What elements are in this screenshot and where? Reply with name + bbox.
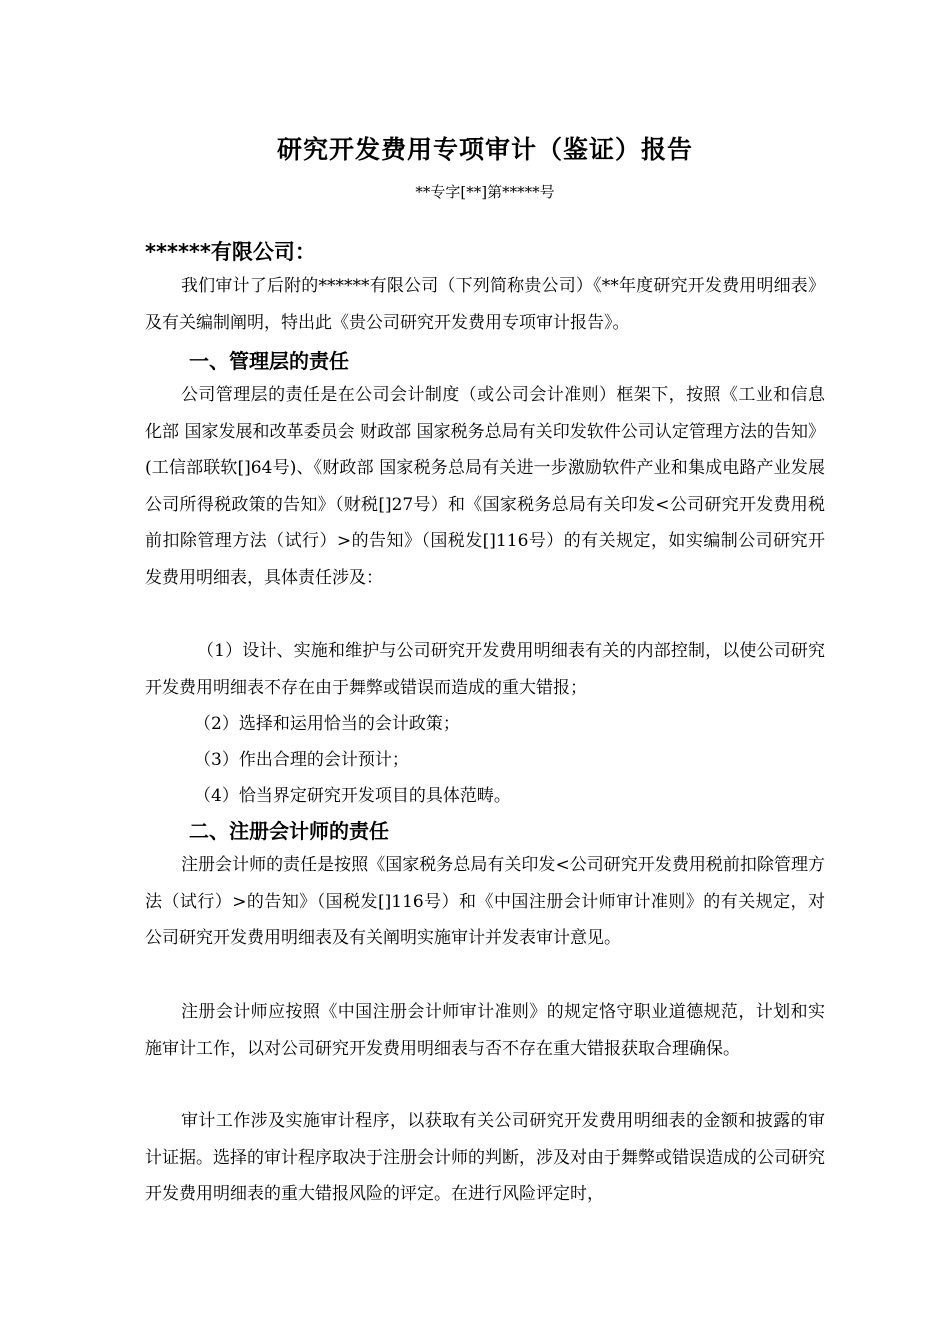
responsibility-item-1: （1）设计、实施和维护与公司研究开发费用明细表有关的内部控制，以使公司研究开发费用明细表不存在由于舞弊或错误而造成的重大错报； [145, 641, 825, 698]
responsibility-item-2: （2）选择和运用恰当的会计政策； [194, 714, 460, 734]
section-heading-management: 一、管理层的责任 [189, 349, 349, 373]
auditor-responsibility-paragraph-2: 注册会计师应按照《中国注册会计师审计准则》的规定恪守职业道德规范，计划和实施审计工作，以对公司研究开发费用明细表与否不存在重大错报获取合理确保。 [145, 1002, 825, 1059]
management-responsibility-paragraph: 公司管理层的责任是在公司会计制度（或公司会计准则）框架下，按照《工业和信息化部 国家发展和改革委员会 财政部 国家税务总局有关印发软件公司认定管理方法的告知》(工信部联软[]64号)、《财政部 国家税务总局有关进一步激励软件产业和集成电路产业发展公司所得税政策的告知》（财税[]27号）和《国家税务总局有关印发<公司研究开发费用税前扣除管理方法（试行）>的告知》（国税发[]116号）的有关规定，如实编制公司研究开发费用明细表，具体责任涉及： [145, 385, 825, 588]
section-heading-auditor: 二、注册会计师的责任 [189, 819, 389, 843]
responsibility-item-3: （3）作出合理的会计预计； [194, 750, 409, 770]
intro-paragraph: 我们审计了后附的******有限公司（下列简称贵公司）《**年度研究开发费用明细表》及有关编制阐明，特出此《贵公司研究开发费用专项审计报告》。 [145, 276, 825, 333]
auditor-responsibility-paragraph-1: 注册会计师的责任是按照《国家税务总局有关印发<公司研究开发费用税前扣除管理方法（试行）>的告知》（国税发[]116号）和《中国注册会计师审计准则》的有关规定，对公司研究开发费用明细表及有关阐明实施审计并发表审计意见。 [145, 855, 825, 948]
auditor-responsibility-paragraph-3: 审计工作涉及实施审计程序，以获取有关公司研究开发费用明细表的金额和披露的审计证据。选择的审计程序取决于注册会计师的判断，涉及对由于舞弊或错误造成的公司研究开发费用明细表的重大错报风险的评定。在进行风险评定时， [145, 1111, 825, 1204]
addressee: ******有限公司： [145, 240, 316, 264]
report-title: 研究开发费用专项审计（鉴证）报告 [276, 135, 693, 164]
document-number: **专字[**]第*****号 [415, 183, 555, 201]
responsibility-item-4: （4）恰当界定研究开发项目的具体范畴。 [194, 786, 511, 806]
